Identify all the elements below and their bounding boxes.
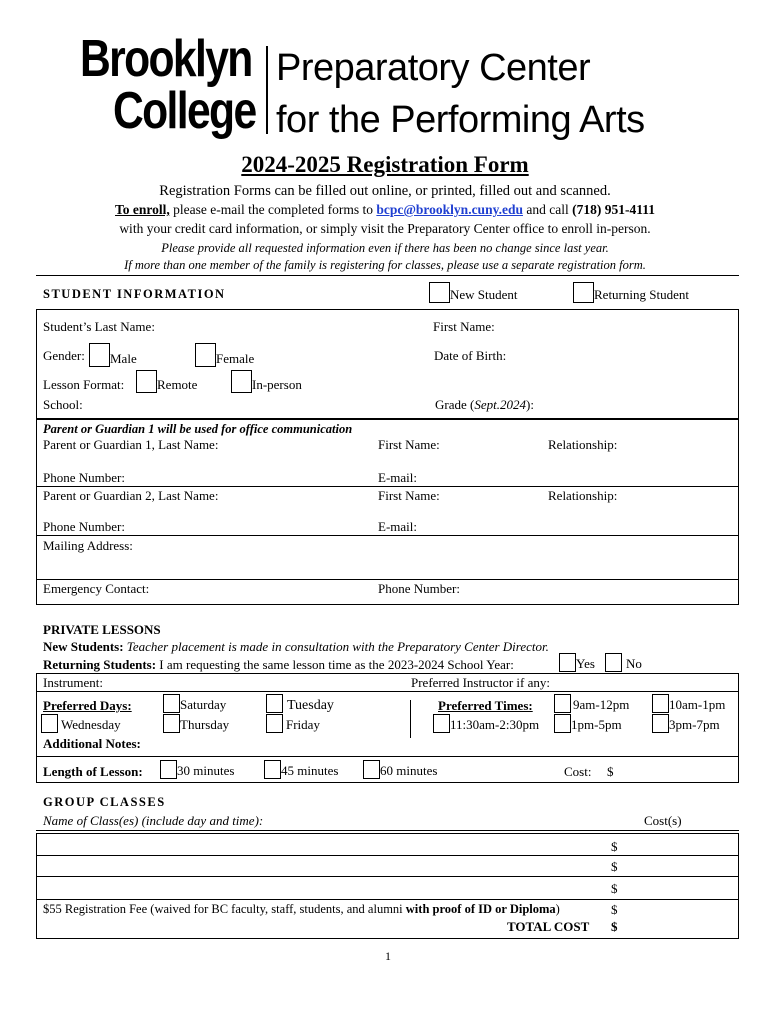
p1-first-name-label: First Name:: [378, 437, 440, 452]
tuesday-option[interactable]: [266, 694, 334, 714]
no-label: No: [626, 656, 642, 671]
p2-relationship-label: Relationship:: [548, 488, 618, 503]
tuesday-checkbox[interactable]: [266, 694, 283, 713]
p1-phone-label: Phone Number:: [43, 470, 125, 485]
female-label: Female: [216, 351, 255, 366]
grade-suffix: ):: [525, 397, 534, 412]
additional-notes-label: [43, 736, 141, 752]
intro-note1: Please provide all requested information even if there has been no change since last year.: [161, 241, 609, 255]
returning-student-option[interactable]: [573, 282, 689, 303]
time-1130-checkbox[interactable]: [433, 714, 450, 733]
new-student-checkbox[interactable]: [429, 282, 450, 303]
and-call: and call: [522, 202, 573, 217]
remote-checkbox[interactable]: [136, 370, 157, 393]
p2-phone-label: Phone Number:: [43, 519, 125, 534]
instrument-divider: [36, 691, 739, 692]
yes-label: Yes: [576, 656, 595, 671]
returning-no-option[interactable]: [605, 653, 642, 672]
group-class-name-label: Name of Class(es) (include day and time):: [43, 813, 264, 828]
group-row3-dollar: $: [611, 881, 618, 896]
remote-option[interactable]: [136, 370, 197, 393]
private-ret-label: Returning Students:: [43, 657, 157, 672]
group-row-divider-1: [36, 855, 739, 856]
parent-note: Parent or Guardian 1 will be used for office communication: [43, 422, 353, 436]
phone-number: (718) 951-4111: [572, 202, 655, 217]
intro-line3: with your credit card information, or simply visit the Preparatory Center office to enroll in-person.: [119, 221, 651, 236]
returning-student-label: Returning Student: [594, 287, 689, 302]
mailing-divider: [36, 535, 739, 536]
private-cost-label: Cost:: [564, 764, 592, 779]
length-45-option[interactable]: [264, 760, 338, 779]
grade-italic: Sept.2024: [474, 397, 526, 412]
saturday-label: Saturday: [180, 697, 227, 712]
emergency-contact-label: Emergency Contact:: [43, 581, 150, 596]
time-1pm-option[interactable]: [554, 714, 622, 733]
returning-yes-option[interactable]: [559, 653, 595, 672]
thursday-checkbox[interactable]: [163, 714, 180, 733]
gender-label: Gender:: [43, 348, 85, 363]
p1-relationship-label: Relationship:: [548, 437, 618, 452]
tuesday-label: Tuesday: [287, 698, 334, 713]
private-heading: PRIVATE LESSONS: [43, 622, 161, 637]
in-person-checkbox[interactable]: [231, 370, 252, 393]
time-10am-checkbox[interactable]: [652, 694, 669, 713]
mailing-address-label: Mailing Address:: [43, 538, 133, 553]
length-60-option[interactable]: [363, 760, 437, 779]
logo-right-line2: for the Performing Arts: [276, 99, 645, 141]
enroll-text: please e-mail the completed forms to: [169, 202, 377, 217]
time-1pm-checkbox[interactable]: [554, 714, 571, 733]
private-new-label: New Students:: [43, 639, 124, 654]
student-first-name-label: First Name:: [433, 319, 495, 334]
email-link[interactable]: bcpc@brooklyn.cuny.edu: [376, 202, 523, 217]
length-45-checkbox[interactable]: [264, 760, 281, 779]
p1-last-name-label: Parent or Guardian 1, Last Name:: [43, 437, 219, 452]
new-student-option[interactable]: [429, 282, 518, 303]
length-30-label: 30 minutes: [177, 763, 235, 778]
gender-male-option[interactable]: [89, 343, 137, 367]
private-returning-students: [43, 657, 514, 673]
days-times-separator: [410, 700, 411, 738]
instrument-label: Instrument:: [43, 675, 103, 690]
student-heading: STUDENT INFORMATION: [43, 287, 226, 301]
time-9am-label: 9am-12pm: [573, 697, 630, 712]
intro-rule: [36, 275, 739, 276]
male-checkbox[interactable]: [89, 343, 110, 367]
logo-brooklyn: [80, 30, 252, 88]
male-label: Male: [110, 351, 137, 366]
in-person-option[interactable]: [231, 370, 302, 393]
fee-text: $55 Registration Fee (waived for BC faculty, staff, students, and alumni: [43, 902, 406, 916]
length-30-checkbox[interactable]: [160, 760, 177, 779]
additional-notes-text: Additional Notes:: [43, 736, 141, 751]
group-box: [36, 833, 739, 939]
total-cost-label: TOTAL COST: [507, 919, 590, 934]
length-30-option[interactable]: [160, 760, 234, 779]
group-row-divider-3: [36, 899, 739, 900]
intro-note2: If more than one member of the family is registering for classes, please use a separate registration form.: [124, 258, 646, 272]
intro-line2: [0, 202, 770, 218]
group-row2-dollar: $: [611, 859, 618, 874]
wednesday-checkbox[interactable]: [41, 714, 58, 733]
no-checkbox[interactable]: [605, 653, 622, 672]
student-last-name-label: Student’s Last Name:: [43, 319, 155, 334]
private-new-students: [43, 639, 549, 655]
time-1130-option[interactable]: [433, 714, 539, 733]
total-cost-dollar: $: [611, 919, 618, 934]
returning-student-checkbox[interactable]: [573, 282, 594, 303]
p2-first-name-label: First Name:: [378, 488, 440, 503]
school-label: School:: [43, 397, 83, 412]
length-60-checkbox[interactable]: [363, 760, 380, 779]
time-9am-checkbox[interactable]: [554, 694, 571, 713]
friday-label: Friday: [286, 717, 320, 732]
registration-fee-dollar: $: [611, 902, 618, 917]
thursday-option[interactable]: [163, 714, 229, 733]
emergency-divider: [36, 579, 739, 580]
parents-divider: [36, 486, 739, 487]
instructor-label: Preferred Instructor if any:: [411, 675, 550, 690]
intro-line1: Registration Forms can be filled out online, or printed, filled out and scanned.: [159, 183, 611, 199]
page-number: 1: [385, 949, 391, 963]
group-costs-label: Cost(s): [644, 813, 682, 828]
time-1130-label: 11:30am-2:30pm: [450, 717, 540, 732]
logo-divider: [266, 46, 268, 134]
logo-college: [113, 82, 256, 140]
p2-last-name-label: Parent or Guardian 2, Last Name:: [43, 488, 219, 503]
grade-prefix: Grade (: [435, 397, 475, 412]
saturday-option[interactable]: [163, 694, 226, 713]
page-title: 2024-2025 Registration Form: [241, 152, 529, 177]
enroll-label: To enroll,: [115, 202, 170, 217]
fee-bold: with proof of ID or Diploma: [405, 902, 556, 916]
logo-right-line1: Preparatory Center: [276, 47, 591, 89]
lesson-format-label: Lesson Format:: [43, 377, 125, 392]
fee-close: ): [555, 902, 560, 916]
preferred-times-label: Preferred Times:: [438, 698, 533, 713]
friday-checkbox[interactable]: [266, 714, 283, 733]
time-10am-label: 10am-1pm: [669, 697, 726, 712]
wednesday-label: Wednesday: [61, 717, 121, 732]
time-9am-option[interactable]: [554, 694, 629, 713]
time-1pm-label: 1pm-5pm: [571, 717, 622, 732]
time-3pm-checkbox[interactable]: [652, 714, 669, 733]
length-label: Length of Lesson:: [43, 764, 143, 779]
thursday-label: Thursday: [180, 717, 230, 732]
new-student-label: New Student: [450, 287, 518, 302]
logo-line1: Brooklyn: [80, 30, 252, 88]
p1-email-label: E-mail:: [378, 470, 417, 485]
female-checkbox[interactable]: [195, 343, 216, 367]
preferred-days-label: Preferred Days:: [43, 698, 132, 713]
dob-label: Date of Birth:: [434, 348, 507, 363]
gender-female-option[interactable]: [195, 343, 254, 367]
wednesday-option[interactable]: [41, 714, 121, 733]
length-60-label: 60 minutes: [380, 763, 438, 778]
group-row-divider-2: [36, 876, 739, 877]
notes-divider: [36, 756, 739, 757]
group-header-rule: [36, 830, 739, 831]
group-heading: GROUP CLASSES: [43, 795, 166, 809]
time-3pm-label: 3pm-7pm: [669, 717, 720, 732]
p2-email-label: E-mail:: [378, 519, 417, 534]
in-person-label: In-person: [252, 377, 302, 392]
registration-fee-text: [43, 902, 560, 917]
logo-line2: College: [113, 82, 256, 140]
time-3pm-option[interactable]: [652, 714, 720, 733]
time-10am-option[interactable]: [652, 694, 725, 713]
friday-option[interactable]: [266, 714, 320, 733]
private-ret-text: I am requesting the same lesson time as the 2023-2024 School Year:: [156, 657, 514, 672]
length-45-label: 45 minutes: [281, 763, 339, 778]
private-cost-dollar: $: [607, 764, 614, 779]
saturday-checkbox[interactable]: [163, 694, 180, 713]
remote-label: Remote: [157, 377, 198, 392]
emergency-phone-label: Phone Number:: [378, 581, 460, 596]
group-row1-dollar: $: [611, 839, 618, 854]
yes-checkbox[interactable]: [559, 653, 576, 672]
private-new-text: Teacher placement is made in consultation with the Preparatory Center Director.: [123, 639, 549, 654]
grade-label: [435, 397, 534, 413]
